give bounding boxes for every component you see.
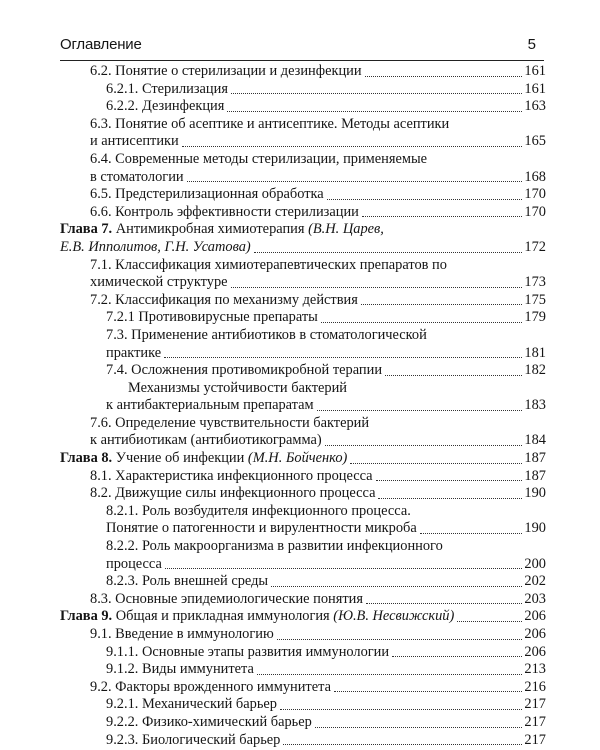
toc-entry-text: 7.2.1 Противовирусные препараты: [106, 309, 318, 326]
toc-entry-text: 7.1. Классификация химиотерапевтических препаратов по: [90, 256, 447, 273]
dot-leader: [254, 251, 523, 253]
dot-leader: [164, 356, 522, 358]
page-ref: 190: [524, 485, 546, 502]
toc-entry[interactable]: [60, 644, 546, 662]
page-number: 5: [527, 36, 536, 53]
toc-entry[interactable]: [60, 380, 546, 415]
toc-entry[interactable]: [60, 503, 546, 538]
dot-leader: [334, 690, 522, 692]
page-ref: 206: [524, 626, 546, 642]
toc-entry[interactable]: [60, 538, 546, 573]
toc-entry[interactable]: [60, 714, 546, 732]
page-ref: 170: [524, 186, 546, 203]
page-ref: 175: [524, 291, 546, 308]
toc-entry-text: 9.2.2. Физико-химический барьер: [106, 713, 312, 730]
toc-entry-line: [60, 257, 546, 275]
toc-entry-line: [60, 309, 546, 327]
toc-entry-text: 9.2.1. Механический барьер: [106, 696, 277, 713]
toc-entry-line: [60, 608, 546, 626]
toc-entry-line: [60, 432, 546, 450]
dot-leader: [350, 462, 522, 464]
dot-leader: [187, 180, 523, 182]
toc-entry-line: [60, 151, 546, 169]
toc-entry-text: процесса: [106, 555, 162, 572]
toc-entry[interactable]: [60, 732, 546, 750]
toc-entry-text: Понятие о патогенности и вирулентности микроба: [106, 520, 417, 537]
chapter-authors: Е.В. Ипполитов, Г.Н. Усатова): [60, 238, 251, 255]
toc-entry-text: и антисептики: [90, 133, 179, 150]
page-ref: 213: [524, 661, 546, 678]
chapter-title: Общая и прикладная иммунология: [115, 608, 330, 625]
toc-entry[interactable]: [60, 573, 546, 591]
toc-entry[interactable]: [60, 661, 546, 679]
page-ref: 190: [524, 520, 546, 537]
toc-entry-line: [60, 221, 546, 239]
toc-entry[interactable]: [60, 679, 546, 697]
toc-entry-line: [60, 274, 546, 292]
toc-entry-line: [60, 327, 546, 345]
toc-entry-text: Механизмы устойчивости бактерий: [128, 379, 347, 396]
dot-leader: [182, 145, 523, 147]
dot-leader: [315, 726, 523, 728]
toc-entry-text: 8.2.3. Роль внешней среды: [106, 573, 269, 590]
dot-leader: [378, 497, 522, 499]
toc-entry[interactable]: [60, 415, 546, 450]
toc-entry-line: [60, 239, 546, 257]
dot-leader: [420, 532, 523, 534]
toc-chapter-entry[interactable]: [60, 221, 546, 256]
toc-entry-line: [60, 450, 546, 468]
page-ref: 182: [524, 362, 546, 379]
toc-entry-text: 7.2. Классификация по механизму действия: [90, 291, 358, 308]
toc-entry-text: 9.1.2. Виды иммунитета: [106, 661, 254, 678]
table-of-contents: [60, 63, 546, 749]
toc-entry[interactable]: [60, 116, 546, 151]
toc-entry-text: 9.1.1. Основные этапы развития иммунологии: [106, 643, 390, 660]
toc-entry-line: [60, 345, 546, 363]
toc-entry-text: к антибактериальным препаратам: [106, 397, 314, 414]
toc-entry[interactable]: [60, 98, 546, 116]
chapter-authors: (М.Н. Бойченко): [247, 450, 348, 467]
toc-entry[interactable]: [60, 696, 546, 714]
page-ref: 206: [524, 608, 546, 625]
page-ref: 200: [524, 555, 546, 572]
toc-entry-line: [60, 468, 546, 486]
toc-entry-text: 8.3. Основные эпидемиологические понятия: [90, 590, 363, 607]
chapter-title: Антимикробная химиотерапия: [115, 221, 305, 238]
dot-leader: [257, 673, 523, 675]
toc-entry-line: [60, 573, 546, 591]
toc-entry-line: [60, 485, 546, 503]
dot-leader: [327, 198, 523, 200]
toc-entry[interactable]: [60, 468, 546, 486]
toc-entry-line: [60, 133, 546, 151]
toc-entry[interactable]: [60, 186, 546, 204]
page-ref: 202: [524, 573, 546, 590]
toc-entry-text: химической структуре: [90, 274, 228, 291]
toc-entry-text: 6.6. Контроль эффективности стерилизации: [90, 203, 359, 220]
page-ref: 187: [524, 467, 546, 484]
page-ref: 203: [524, 590, 546, 607]
dot-leader: [231, 286, 523, 288]
toc-entry-text: 7.3. Применение антибиотиков в стоматологической: [106, 326, 427, 343]
dot-leader: [385, 374, 522, 376]
toc-entry-line: [60, 520, 546, 538]
toc-entry-text: в стоматологии: [90, 168, 184, 185]
toc-entry-line: [60, 380, 546, 398]
page-ref: 165: [524, 133, 546, 150]
toc-entry[interactable]: [60, 327, 546, 362]
chapter-label: Глава 7.: [60, 221, 113, 238]
page-ref: 168: [524, 168, 546, 185]
toc-entry-text: 7.4. Осложнения противомикробной терапии: [106, 362, 383, 379]
running-header-title: Оглавление: [60, 36, 142, 53]
chapter-label: Глава 9.: [60, 608, 113, 625]
toc-entry[interactable]: [60, 485, 546, 503]
toc-entry-line: [60, 186, 546, 204]
toc-entry-text: 9.2. Факторы врожденного иммунитета: [90, 678, 331, 695]
toc-entry-text: к антибиотикам (антибиотикограмма): [90, 432, 322, 449]
toc-chapter-entry[interactable]: [60, 608, 546, 626]
chapter-label: Глава 8.: [60, 450, 113, 467]
chapter-title: Учение об инфекции: [115, 450, 245, 467]
header-rule: [60, 60, 544, 61]
page-ref: 216: [524, 678, 546, 695]
toc-entry-line: [60, 362, 546, 380]
toc-entry[interactable]: [60, 81, 546, 99]
toc-entry-line: [60, 397, 546, 415]
toc-entry[interactable]: [60, 309, 546, 327]
toc-entry-line: [60, 63, 546, 81]
toc-entry[interactable]: [60, 204, 546, 222]
toc-entry-line: [60, 714, 546, 732]
toc-entry-text: 6.2.1. Стерилизация: [106, 80, 228, 97]
dot-leader: [366, 602, 522, 604]
toc-entry-text: 8.2.1. Роль возбудителя инфекционного процесса.: [106, 502, 411, 519]
toc-entry-line: [60, 292, 546, 310]
dot-leader: [277, 638, 523, 640]
page-ref: 183: [524, 397, 546, 414]
page-ref: 184: [524, 432, 546, 449]
toc-entry-line: [60, 679, 546, 697]
toc-entry-line: [60, 98, 546, 116]
toc-entry-text: 8.2. Движущие силы инфекционного процесса: [90, 485, 376, 502]
toc-entry-text: 9.2.3. Биологический барьер: [106, 731, 281, 748]
toc-entry-line: [60, 169, 546, 187]
toc-entry-text: 6.2.2. Дезинфекция: [106, 98, 225, 115]
page-ref: 163: [524, 98, 546, 115]
toc-entry-text: 6.5. Предстерилизационная обработка: [90, 186, 324, 203]
chapter-authors: (В.Н. Царев,: [308, 221, 384, 238]
toc-entry-text: 9.1. Введение в иммунологию: [90, 626, 274, 642]
dot-leader: [271, 585, 522, 587]
toc-entry-line: [60, 204, 546, 222]
dot-leader: [317, 409, 523, 411]
toc-entry-line: [60, 116, 546, 134]
dot-leader: [227, 110, 522, 112]
chapter-authors: (Ю.В. Несвижский): [333, 608, 455, 625]
toc-entry-text: 8.1. Характеристика инфекционного процесса: [90, 467, 373, 484]
dot-leader: [325, 444, 523, 446]
toc-entry-text: 6.4. Современные методы стерилизации, применяемые: [90, 150, 428, 167]
toc-entry[interactable]: [60, 292, 546, 310]
page-ref: 170: [524, 203, 546, 220]
dot-leader: [376, 479, 523, 481]
toc-entry-text: 8.2.2. Роль макроорганизма в развитии инфекционного: [106, 538, 443, 555]
page-ref: 173: [524, 274, 546, 291]
toc-entry-text: 6.2. Понятие о стерилизации и дезинфекции: [90, 63, 362, 79]
toc-entry-line: [60, 591, 546, 609]
toc-entry[interactable]: [60, 626, 546, 644]
toc-entry-line: [60, 415, 546, 433]
toc-entry[interactable]: [60, 151, 546, 186]
toc-entry[interactable]: [60, 257, 546, 292]
dot-leader: [457, 620, 522, 622]
toc-entry-text: 7.6. Определение чувствительности бактерий: [90, 414, 370, 431]
dot-leader: [321, 321, 523, 323]
toc-entry-line: [60, 81, 546, 99]
page-ref: 161: [524, 80, 546, 97]
toc-entry[interactable]: [60, 591, 546, 609]
toc-entry-line: [60, 661, 546, 679]
page-ref: 161: [524, 63, 546, 79]
page-ref: 187: [524, 450, 546, 467]
toc-entry-line: [60, 556, 546, 574]
page-ref: 217: [524, 731, 546, 748]
page-ref: 217: [524, 713, 546, 730]
toc-entry-line: [60, 644, 546, 662]
page-ref: 181: [524, 344, 546, 361]
dot-leader: [165, 567, 523, 569]
page-ref: 217: [524, 696, 546, 713]
toc-entry-line: [60, 626, 546, 644]
toc-entry-line: [60, 503, 546, 521]
dot-leader: [361, 303, 523, 305]
dot-leader: [362, 215, 523, 217]
toc-entry[interactable]: [60, 362, 546, 380]
dot-leader: [365, 75, 523, 77]
toc-entry-text: 6.3. Понятие об асептике и антисептике. Методы асептики: [90, 115, 450, 132]
toc-entry-text: практике: [106, 344, 162, 361]
dot-leader: [283, 743, 522, 745]
toc-entry-line: [60, 538, 546, 556]
dot-leader: [280, 708, 522, 710]
dot-leader: [392, 655, 522, 657]
dot-leader: [231, 92, 522, 94]
page-ref: 172: [524, 238, 546, 255]
toc-entry[interactable]: [60, 63, 546, 81]
page-ref: 206: [524, 643, 546, 660]
page-ref: 179: [524, 309, 546, 326]
running-header: [60, 36, 542, 56]
toc-entry-line: [60, 696, 546, 714]
toc-entry-line: [60, 732, 546, 750]
toc-chapter-entry[interactable]: [60, 450, 546, 468]
